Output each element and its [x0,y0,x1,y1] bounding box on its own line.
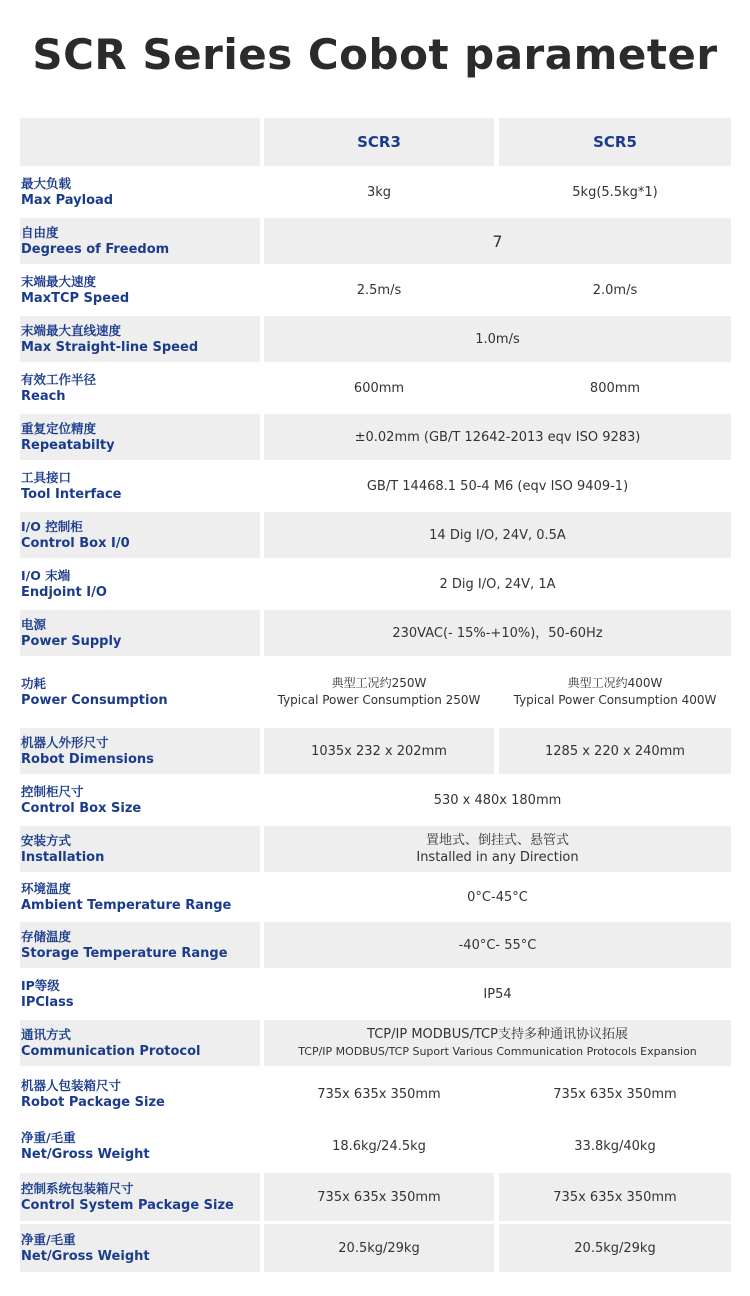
row-label-en: Communication Protocol [21,1044,201,1059]
value-scr3: 20.5kg/29kg [264,1224,494,1272]
row-label-zh: 有效工作半径 [21,372,97,387]
row-label [20,218,260,264]
row-label [20,826,260,872]
table-row [20,316,731,362]
row-label-zh: 安装方式 [21,833,72,848]
value-scr5: 2.0m/s [592,282,638,298]
table-row [20,561,731,607]
value-scr3: 18.6kg/24.5kg [332,1138,426,1154]
row-label [20,365,260,411]
row-label-zh: I/O 控制柜 [21,519,83,534]
table-row [20,1173,731,1221]
row-label-en: Net/Gross Weight [21,1249,150,1264]
table-row [20,971,731,1017]
row-label-zh: 机器人外形尺寸 [21,735,109,750]
value-scr5: 735x 635x 350mm [499,1173,731,1221]
value-shared: 14 Dig I/O, 24V, 0.5A [264,512,731,558]
table-row [20,659,731,725]
row-label-zh: IP等级 [21,978,60,993]
row-label-en: Robot Dimensions [21,752,154,767]
row-label-en: Degrees of Freedom [21,242,170,257]
row-label [20,610,260,656]
row-label [20,169,260,215]
row-label [20,414,260,460]
row-label [20,561,260,607]
table-row [20,512,731,558]
row-label [20,1173,260,1221]
row-label-zh: 控制柜尺寸 [21,784,84,799]
value-scr3 [264,659,494,725]
row-label-zh: 环境温度 [21,881,72,896]
row-label [20,1224,260,1272]
row-label [20,512,260,558]
value-zh: TCP/IP MODBUS/TCP支持多种通讯协议拓展 [367,1027,628,1042]
row-label-en: Tool Interface [21,487,122,502]
value-scr3: 735x 635x 350mm [264,1173,494,1221]
row-label-zh: 自由度 [21,225,59,240]
value-shared: 1.0m/s [264,316,731,362]
row-label-en: Robot Package Size [21,1095,165,1110]
spec-table [20,118,731,1275]
header-blank-cell [20,118,260,166]
row-label-en: Control Box Size [21,801,142,816]
table-row [20,728,731,774]
value-scr3: 600mm [353,380,405,396]
row-label-zh: 末端最大速度 [21,274,97,289]
page-title: SCR Series Cobot parameter [32,30,718,79]
row-label-en: Control Box I/0 [21,536,130,551]
value-scr5: 735x 635x 350mm [553,1086,677,1102]
row-label-zh: 存储温度 [21,929,72,944]
value-scr5: 1285 x 220 x 240mm [499,728,731,774]
value-shared: 530 x 480x 180mm [433,792,562,808]
row-label [20,971,260,1017]
value-scr3: 3kg [366,184,392,200]
column-header-scr3: SCR3 [264,118,494,166]
row-label [20,267,260,313]
table-row [20,463,731,509]
row-label [20,875,260,919]
value-scr5: 33.8kg/40kg [574,1138,656,1154]
value-scr3: 1035x 232 x 202mm [264,728,494,774]
row-label-en: Net/Gross Weight [21,1147,150,1162]
value-scr5: 5kg(5.5kg*1) [572,184,658,200]
row-label-en: Power Supply [21,634,122,649]
row-label [20,728,260,774]
table-row [20,414,731,460]
value-zh: 典型工况约400W [567,676,663,690]
row-label-zh: 末端最大直线速度 [21,323,122,338]
value-scr5: 20.5kg/29kg [499,1224,731,1272]
table-row [20,610,731,656]
row-label [20,1069,260,1119]
value-en: Installed in any Direction [416,850,579,865]
value-shared: -40°C- 55°C [264,922,731,968]
table-row [20,267,731,313]
value-scr3: 735x 635x 350mm [317,1086,441,1102]
value-shared [264,1020,731,1066]
value-shared: 0°C-45°C [467,889,528,905]
row-label [20,1122,260,1170]
table-row [20,777,731,823]
table-row [20,875,731,919]
row-label [20,463,260,509]
row-label-zh: 功耗 [21,676,47,691]
row-label-zh: 机器人包装箱尺寸 [21,1078,122,1093]
row-label-en: Ambient Temperature Range [21,898,232,913]
row-label-zh: 重复定位精度 [21,421,97,436]
row-label-zh: 净重/毛重 [21,1232,76,1247]
table-row [20,218,731,264]
row-label [20,922,260,968]
table-row [20,1122,731,1170]
table-header-row [20,118,731,166]
row-label-en: Repeatabilty [21,438,115,453]
row-label-en: Max Straight-line Speed [21,340,199,355]
table-row [20,1020,731,1066]
row-label-zh: 电源 [21,617,47,632]
row-label [20,659,260,725]
table-row [20,1224,731,1272]
value-zh: 典型工况约250W [331,676,427,690]
table-row [20,169,731,215]
value-shared: 7 [264,218,731,264]
value-shared: GB/T 14468.1 50-4 M6 (eqv ISO 9409-1) [366,478,629,494]
row-label [20,1020,260,1066]
row-label-en: Storage Temperature Range [21,946,228,961]
table-row [20,922,731,968]
row-label-zh: 工具接口 [21,470,72,485]
table-row [20,1069,731,1119]
row-label-zh: I/O 末端 [21,568,71,583]
table-row [20,365,731,411]
row-label-zh: 最大负载 [21,176,72,191]
row-label-en: Endjoint I/O [21,585,107,600]
row-label-en: Power Consumption [21,693,168,708]
row-label [20,777,260,823]
row-label-en: MaxTCP Speed [21,291,130,306]
value-scr5 [499,659,731,725]
value-shared: 230VAC(- 15%-+10%)，50-60Hz [264,610,731,656]
row-label-zh: 净重/毛重 [21,1130,76,1145]
value-shared [264,826,731,872]
row-label-zh: 控制系统包装箱尺寸 [21,1181,134,1196]
row-label-en: Reach [21,389,66,404]
row-label-en: IPClass [21,995,74,1010]
row-label-en: Control System Package Size [21,1198,234,1213]
value-zh: 置地式、倒挂式、悬管式 [425,833,569,848]
value-scr3: 2.5m/s [356,282,402,298]
value-shared: 2 Dig I/O, 24V, 1A [439,576,556,592]
row-label-zh: 通讯方式 [21,1027,72,1042]
table-row [20,826,731,872]
row-label-en: Max Payload [21,193,114,208]
value-en: TCP/IP MODBUS/TCP Suport Various Communication Protocols Expansion [298,1045,697,1058]
value-en: Typical Power Consumption 250W [277,693,481,707]
value-scr5: 800mm [589,380,641,396]
row-label-en: Installation [21,850,105,865]
row-label [20,316,260,362]
column-header-scr5: SCR5 [499,118,731,166]
value-en: Typical Power Consumption 400W [513,693,717,707]
value-shared: ±0.02mm (GB/T 12642-2013 eqv ISO 9283) [264,414,731,460]
value-shared: IP54 [483,986,512,1002]
